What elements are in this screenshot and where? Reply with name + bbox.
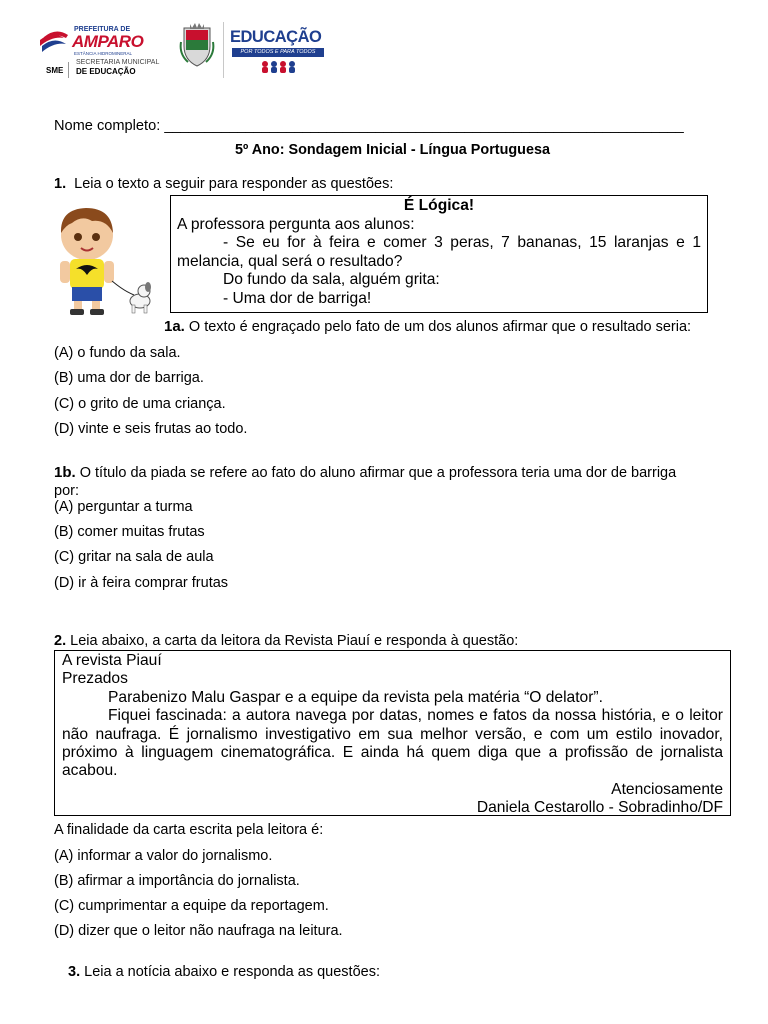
page-title: 5º Ano: Sondagem Inicial - Língua Portuguesa xyxy=(235,142,550,158)
educacao-tagline: POR TODOS E PARA TODOS xyxy=(232,48,324,57)
joke-line-2: - Se eu for à feira e comer 3 peras, 7 bananas, 15 laranjas e 1 melancia, qual será o resultado? xyxy=(177,234,701,270)
letter-paragraph-2: Fiquei fascinada: a autora navega por datas, nomes e fatos da nossa história, e o leitor não naufraga. É jornalismo investigativo em sua melhor versão, e com um estilo inovador, próximo à linguagem cinematográfica. E ainda há quem diga que a profissão de jornalista acabou. xyxy=(62,707,723,780)
q1b-option-a[interactable]: (A) perguntar a turma xyxy=(54,499,193,515)
q2-question: A finalidade da carta escrita pela leitora é: xyxy=(54,822,324,838)
q1b-option-c[interactable]: (C) gritar na sala de aula xyxy=(54,549,214,565)
letter-greeting: Prezados xyxy=(62,670,128,688)
secretaria-line1: SECRETARIA MUNICIPAL xyxy=(76,59,160,66)
q1a-option-a[interactable]: (A) o fundo da sala. xyxy=(54,345,181,361)
letter-signature: Daniela Cestarollo - Sobradinho/DF xyxy=(476,799,723,817)
amparo-subtitle: ESTÂNCIA HIDROMINERAL xyxy=(74,51,133,56)
q2-option-b[interactable]: (B) afirmar a importância do jornalista. xyxy=(54,873,300,889)
joke-line-1: A professora pergunta aos alunos: xyxy=(177,215,415,233)
letter-to: A revista Piauí xyxy=(62,652,162,669)
q1b-number: 1b. xyxy=(54,464,76,481)
q2-prompt xyxy=(54,633,518,649)
joke-title: É Lógica! xyxy=(403,197,475,214)
q3-number: 3. xyxy=(68,964,81,980)
q1-number: 1. xyxy=(54,176,67,192)
q3-prompt-text: Leia a notícia abaixo e responda as questões: xyxy=(84,964,380,980)
sme-divider xyxy=(68,62,69,78)
secretaria-line2: DE EDUCAÇÃO xyxy=(76,67,136,76)
header-logos xyxy=(38,20,338,82)
prefeitura-label: PREFEITURA DE xyxy=(74,26,131,33)
q1b-prompt xyxy=(54,464,676,481)
city-crest-icon xyxy=(178,22,216,68)
header-divider xyxy=(223,22,224,78)
name-label: Nome completo: xyxy=(54,118,161,134)
q1a-prompt xyxy=(164,318,691,335)
q2-option-a[interactable]: (A) informar a valor do jornalismo. xyxy=(54,848,273,864)
q1-prompt xyxy=(54,176,393,192)
letter-box xyxy=(54,650,731,816)
q2-prompt-text: Leia abaixo, a carta da leitora da Revista Piauí e responda à questão: xyxy=(70,633,519,649)
name-blank[interactable]: ________________________________________________________________ xyxy=(164,118,684,134)
q3-prompt xyxy=(68,964,380,980)
letter-closing: Atenciosamente xyxy=(611,780,723,798)
joke-line-3: Do fundo da sala, alguém grita: xyxy=(223,271,440,288)
q1a-option-d[interactable]: (D) vinte e seis frutas ao todo. xyxy=(54,421,248,437)
sme-label: SME xyxy=(46,66,64,75)
q2-number: 2. xyxy=(54,633,67,649)
people-icon xyxy=(260,60,296,74)
q1b-option-b[interactable]: (B) comer muitas frutas xyxy=(54,524,205,540)
name-field[interactable] xyxy=(54,118,684,134)
amparo-logo-text: AMPARO xyxy=(72,32,144,51)
educacao-logo xyxy=(230,24,324,78)
q2-option-d[interactable]: (D) dizer que o leitor não naufraga na leitura. xyxy=(54,923,343,939)
q2-option-c[interactable]: (C) cumprimentar a equipe da reportagem. xyxy=(54,898,329,914)
boy-illustration xyxy=(52,203,156,316)
secretaria-label xyxy=(76,58,159,76)
joke-text-box xyxy=(170,195,708,313)
joke-line-4: - Uma dor de barriga! xyxy=(223,289,372,307)
q1a-option-b[interactable]: (B) uma dor de barriga. xyxy=(54,370,204,386)
q1b-prompt-line2: por: xyxy=(54,483,79,499)
q1b-prompt-text: O título da piada se refere ao fato do aluno afirmar que a professora teria uma dor de barriga xyxy=(79,465,677,481)
q1a-prompt-text: O texto é engraçado pelo fato de um dos alunos afirmar que o resultado seria: xyxy=(188,319,692,335)
letter-paragraph-1: Parabenizo Malu Gaspar e a equipe da revista pela matéria “O delator”. xyxy=(108,688,603,706)
q1-prompt-text: Leia o texto a seguir para responder as questões: xyxy=(74,176,394,192)
q1b-option-d[interactable]: (D) ir à feira comprar frutas xyxy=(54,575,229,591)
q1a-number: 1a. xyxy=(164,318,185,335)
q1a-option-c[interactable]: (C) o grito de uma criança. xyxy=(54,396,226,412)
educacao-title: EDUCAÇÃO xyxy=(230,28,322,46)
